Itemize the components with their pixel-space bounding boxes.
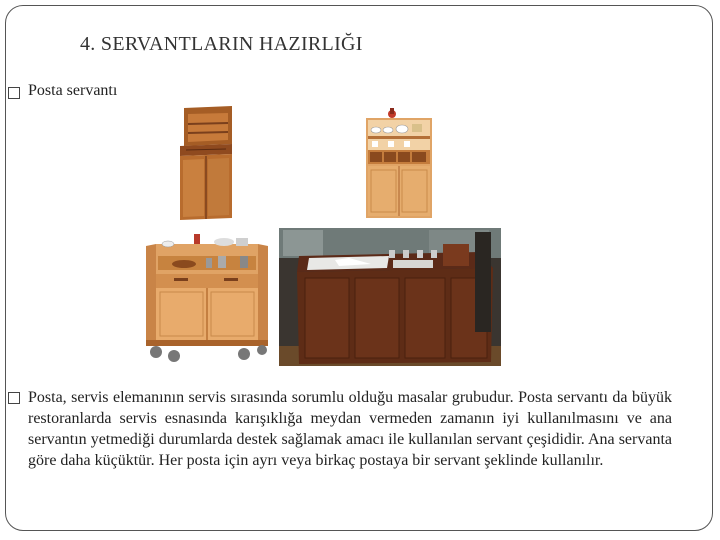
wooden-servant-tall-image xyxy=(176,104,236,222)
wooden-servant-with-glasses-image xyxy=(362,106,436,222)
bullet-box-icon xyxy=(8,392,20,404)
bullet-box-icon xyxy=(8,87,20,99)
bullet-paragraph: Posta, servis elemanının servis sırasında sorumlu olduğu masalar grubudur. Posta servantı da büyük restoranlarda servis esnasında karışıklığa meydan vermeden zamanın iyi kullanılmasını ve ana servantın yetmediği durumlarda destek sağlamak amacı ile kullanılan servant çeşididir. Ana servanta göre daha küçüktür. Her posta için ayrı veya birkaç postaya bir servant şeklinde kullanılır. xyxy=(28,389,672,469)
bullet-posta-servanti xyxy=(8,82,117,100)
slide-title: 4. SERVANTLARIN HAZIRLIĞI xyxy=(80,33,363,55)
bullet-posta-description xyxy=(8,387,678,471)
servant-trolley-on-wheels-image xyxy=(144,230,270,364)
dark-wood-servant-counter-image xyxy=(279,228,501,366)
bullet-text: Posta servantı xyxy=(28,82,118,99)
